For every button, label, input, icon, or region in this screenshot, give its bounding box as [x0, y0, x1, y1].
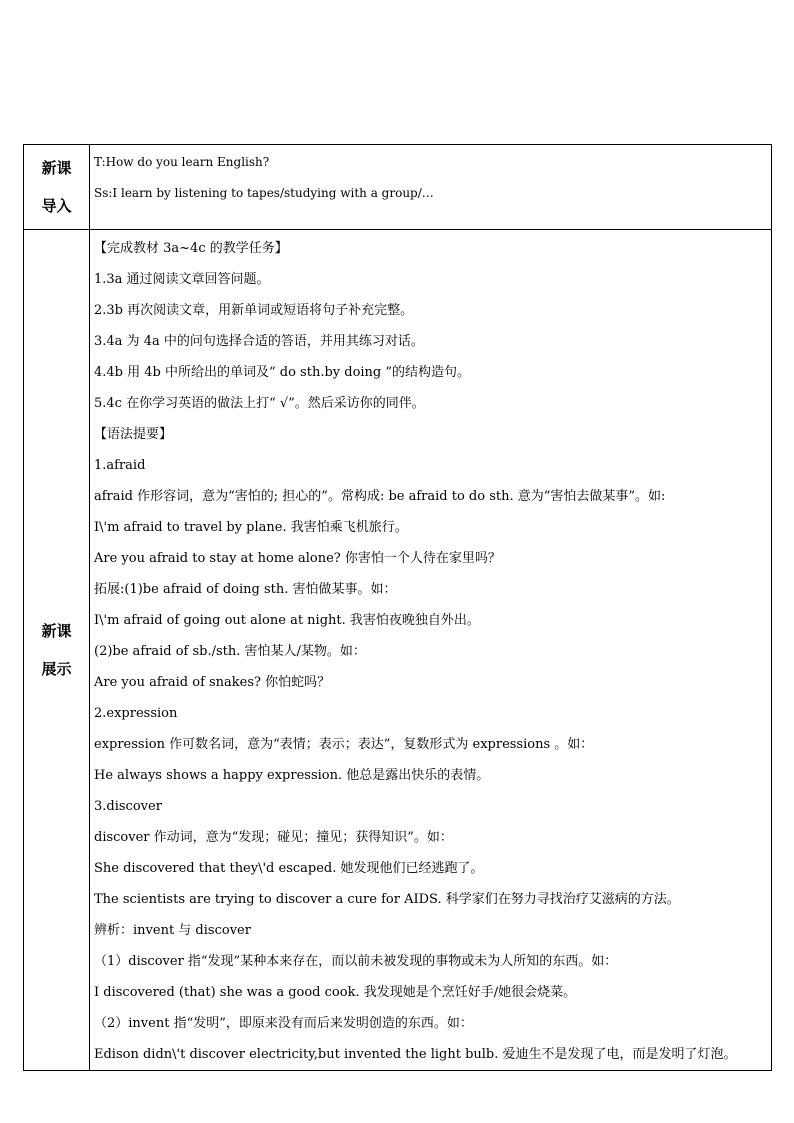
example-line: She discovered that they\'d escaped. 她发现他们已经逃跑了。: [94, 861, 484, 876]
intro-label-line1: 新课: [41, 159, 72, 177]
grammar-line: （1）discover 指“发现”某种本来存在，而以前未被发现的事物或未为人所知的东西。如：: [94, 954, 618, 969]
example-line: Are you afraid of snakes? 你怕蛇吗？: [94, 675, 331, 690]
intro-row: [24, 145, 772, 230]
example-line: I\'m afraid to travel by plane. 我害怕乘飞机旅行。: [94, 520, 408, 535]
display-label-line2: 展示: [41, 660, 72, 678]
task-item: 1.3a 通过阅读文章回答问题。: [94, 272, 270, 287]
grammar-point-title: 2.expression: [94, 706, 178, 721]
task-item: 3.4a 为 4a 中的问句选择合适的答语，并用其练习对话。: [94, 334, 424, 349]
grammar-line: afraid 作形容词，意为“害怕的; 担心的”。常构成: be afraid to do sth. 意为“害怕去做某事”。如:: [94, 489, 666, 504]
example-line: I discovered (that) she was a good cook. 我发现她是个烹饪好手/她很会烧菜。: [94, 985, 577, 1000]
grammar-line: 辨析：invent 与 discover: [94, 923, 251, 938]
intro-line: T:How do you learn English?: [94, 155, 270, 169]
intro-content: [90, 145, 772, 230]
grammar-line: expression 作可数名词，意为“表情；表示；表达”，复数形式为 expressions 。如：: [94, 737, 594, 752]
intro-label: [24, 145, 90, 230]
grammar-line: （2）invent 指“发明”，即原来没有而后来发明创造的东西。如：: [94, 1016, 473, 1031]
grammar-line: 拓展:(1)be afraid of doing sth. 害怕做某事。如：: [94, 582, 397, 597]
display-content: [90, 230, 772, 1071]
intro-label-line2: 导入: [41, 197, 72, 215]
grammar-point-title: 1.afraid: [94, 458, 146, 473]
grammar-heading: 【语法提要】: [94, 427, 173, 442]
example-line: Edison didn\'t discover electricity,but invented the light bulb. 爱迪生不是发现了电，而是发明了灯泡。: [94, 1047, 737, 1062]
example-line: The scientists are trying to discover a cure for AIDS. 科学家们在努力寻找治疗艾滋病的方法。: [94, 892, 680, 907]
display-row: [24, 230, 772, 1071]
example-line: Are you afraid to stay at home alone? 你害怕一个人待在家里吗？: [94, 551, 501, 566]
example-line: I\'m afraid of going out alone at night. 我害怕夜晚独自外出。: [94, 613, 480, 628]
task-item: 5.4c 在你学习英语的做法上打“ √”。然后采访你的同伴。: [94, 396, 425, 411]
grammar-line: (2)be afraid of sb./sth. 害怕某人/某物。如：: [94, 644, 366, 659]
task-heading: 【完成教材 3a~4c 的教学任务】: [94, 241, 288, 256]
display-label-line1: 新课: [41, 622, 72, 640]
task-item: 2.3b 再次阅读文章，用新单词或短语将句子补充完整。: [94, 303, 414, 318]
lesson-plan-table: [23, 144, 772, 1071]
display-label: [24, 230, 90, 1071]
intro-line: Ss:I learn by listening to tapes/studying with a group/…: [94, 186, 434, 200]
task-item: 4.4b 用 4b 中所给出的单词及“ do sth.by doing ”的结构造句。: [94, 365, 471, 380]
example-line: He always shows a happy expression. 他总是露出快乐的表情。: [94, 768, 490, 783]
grammar-line: discover 作动词，意为“发现；碰见；撞见；获得知识”。如：: [94, 830, 453, 845]
grammar-point-title: 3.discover: [94, 799, 162, 814]
